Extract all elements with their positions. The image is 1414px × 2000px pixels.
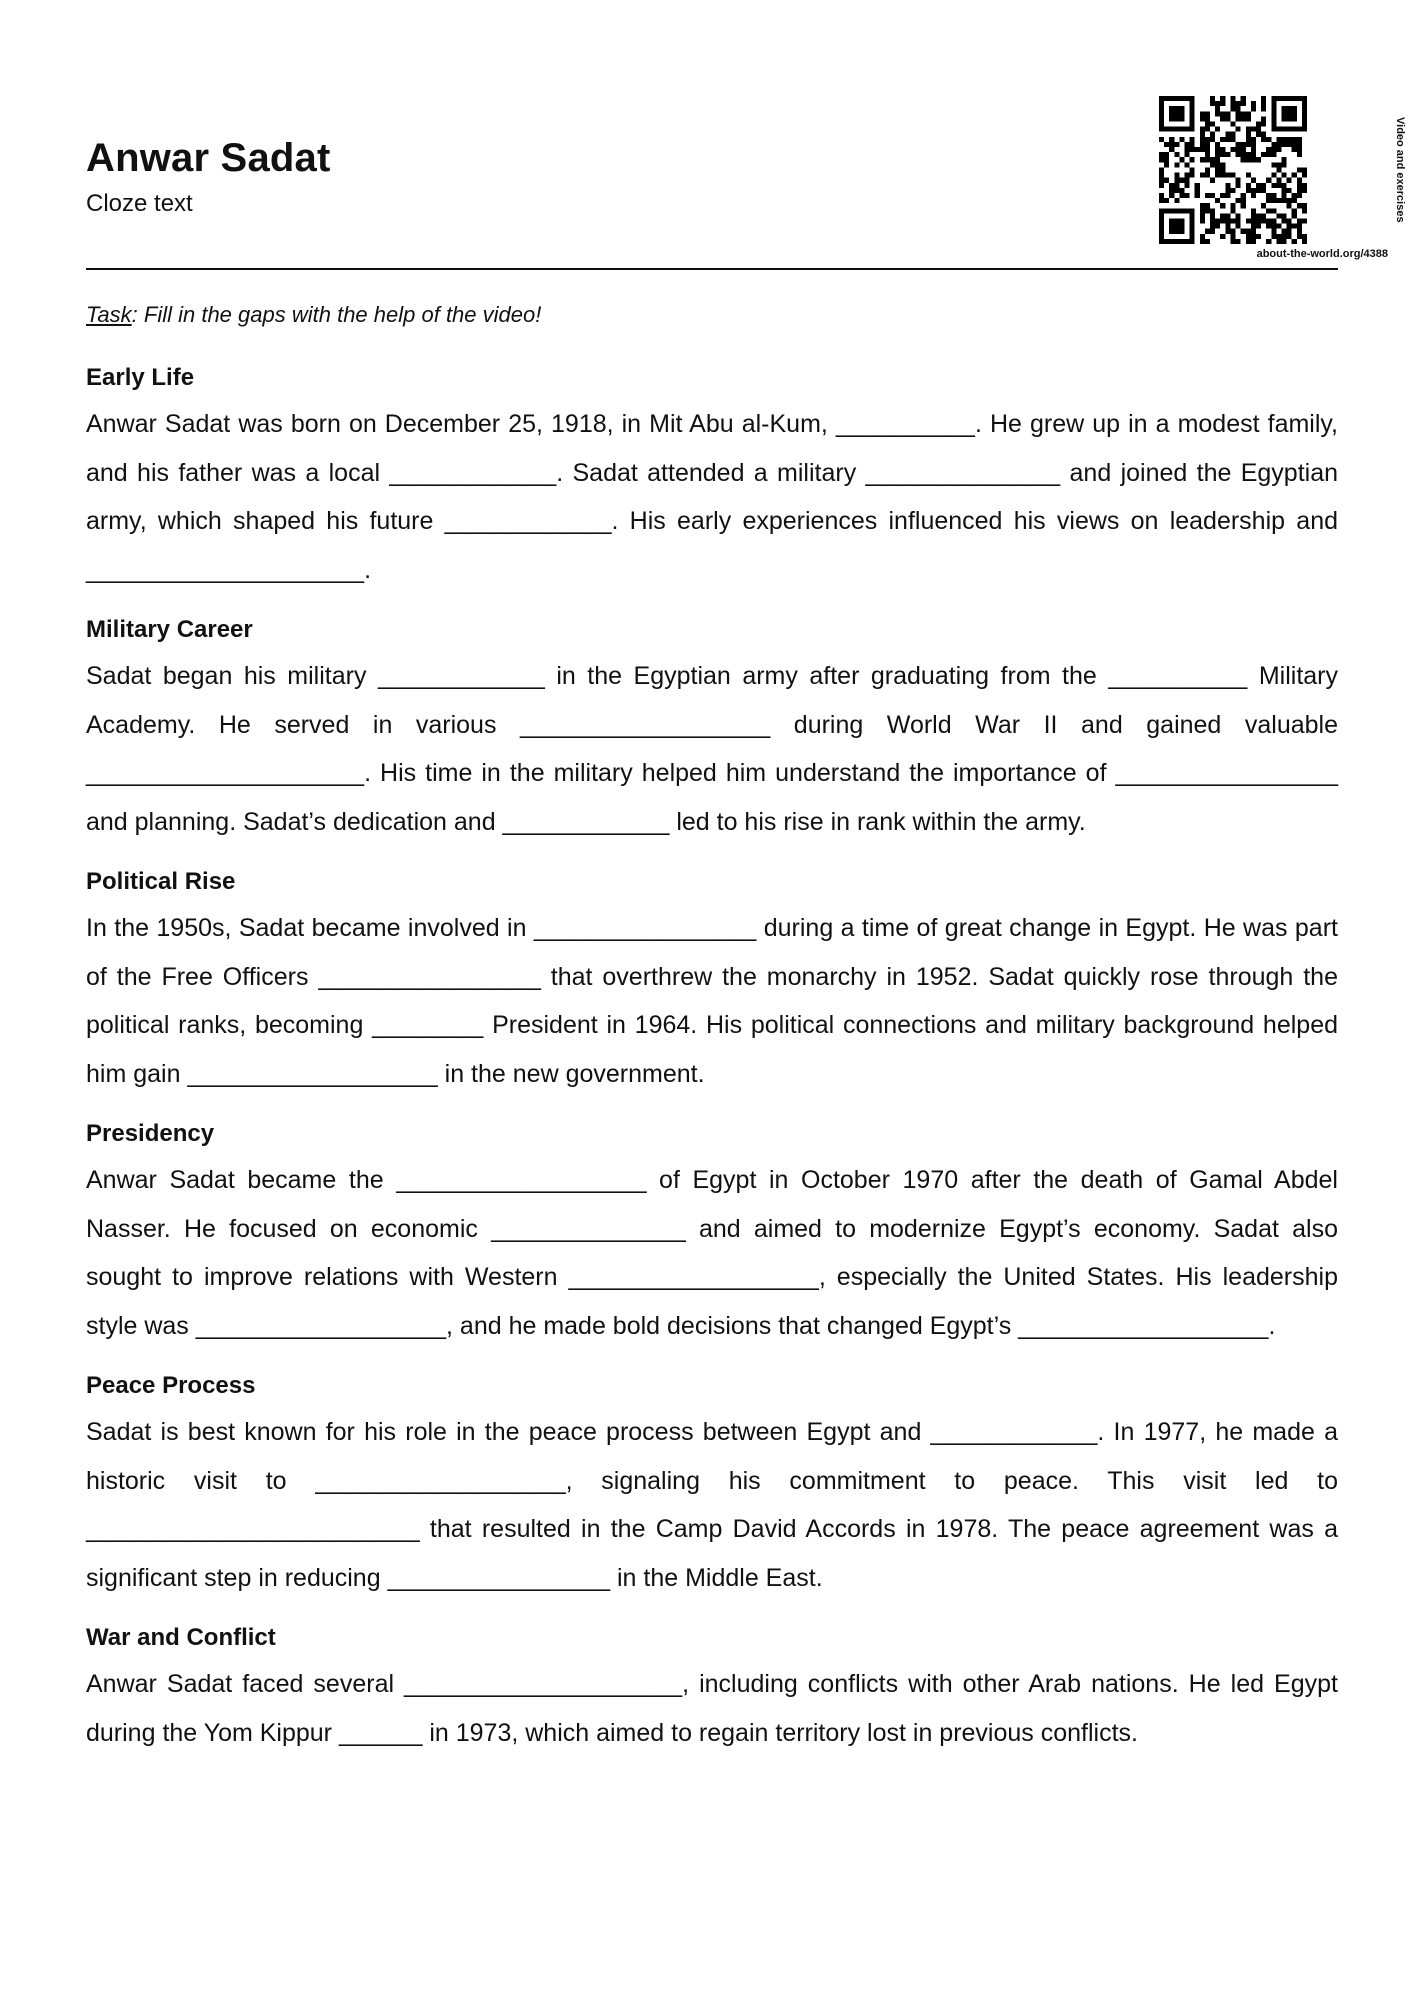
section-paragraph: Sadat is best known for his role in the peace process between Egypt and ____________. In 1977, he made a historic visit to __________________, signaling his commitment to peace. This visit led to ________________________ that resulted in the Camp David Accords in 1978. The peace agreement was a significant step in reducing ________________ in the Middle East. xyxy=(86,1418,1338,1592)
section-presidency xyxy=(86,1112,1338,1350)
section-paragraph: Sadat began his military ____________ in the Egyptian army after graduating from the __________ Military Academy. He served in various __________________ during World War II and gained valuable ____________________. His time in the military helped him understand the importance of ________________ and planning. Sadat’s dedication and ____________ led to his rise in rank within the army. xyxy=(86,662,1338,836)
section-heading: Early Life xyxy=(86,364,195,391)
video-exercises-label: Video and exercises xyxy=(1394,117,1406,223)
section-military-career xyxy=(86,608,1338,846)
task-instruction xyxy=(86,298,1338,332)
section-heading: Military Career xyxy=(86,616,253,643)
section-paragraph: Anwar Sadat faced several ____________________, including conflicts with other Arab nations. He led Egypt during the Yom Kippur ______ in 1973, which aimed to regain territory lost in previous conflicts. xyxy=(86,1670,1338,1747)
task-text: : Fill in the gaps with the help of the video! xyxy=(131,302,542,327)
section-heading: Presidency xyxy=(86,1120,215,1147)
section-paragraph: Anwar Sadat became the __________________ of Egypt in October 1970 after the death of Gamal Abdel Nasser. He focused on economic ______________ and aimed to modernize Egypt’s economy. Sadat also sought to improve relations with Western __________________, especially the United States. His leadership style was __________________, and he made bold decisions that changed Egypt’s __________________. xyxy=(86,1166,1338,1340)
section-heading: War and Conflict xyxy=(86,1624,276,1651)
cloze-content xyxy=(86,298,1338,1771)
source-url-link[interactable]: about-the-world.org/4388 xyxy=(1256,248,1388,260)
section-peace-process xyxy=(86,1364,1338,1602)
section-political-rise xyxy=(86,860,1338,1098)
header-divider xyxy=(86,268,1338,270)
task-label: Task xyxy=(86,302,132,327)
page-title: Anwar Sadat xyxy=(86,136,331,180)
section-heading: Peace Process xyxy=(86,1372,256,1399)
section-war-and-conflict xyxy=(86,1616,1338,1757)
section-heading: Political Rise xyxy=(86,868,236,895)
worksheet-header xyxy=(86,96,1406,271)
qr-code-icon[interactable] xyxy=(1158,96,1380,244)
section-paragraph: In the 1950s, Sadat became involved in ________________ during a time of great change in Egypt. He was part of the Free Officers ________________ that overthrew the monarchy in 1952. Sadat quickly rose through the political ranks, becoming ________ President in 1964. His political connections and military background helped him gain __________________ in the new government. xyxy=(86,914,1338,1088)
page-subtitle: Cloze text xyxy=(86,190,193,217)
section-early-life xyxy=(86,356,1338,594)
section-paragraph: Anwar Sadat was born on December 25, 1918, in Mit Abu al-Kum, __________. He grew up in a modest family, and his father was a local ____________. Sadat attended a military ______________ and joined the Egyptian army, which shaped his future ____________. His early experiences influenced his views on leadership and ____________________. xyxy=(86,410,1338,584)
